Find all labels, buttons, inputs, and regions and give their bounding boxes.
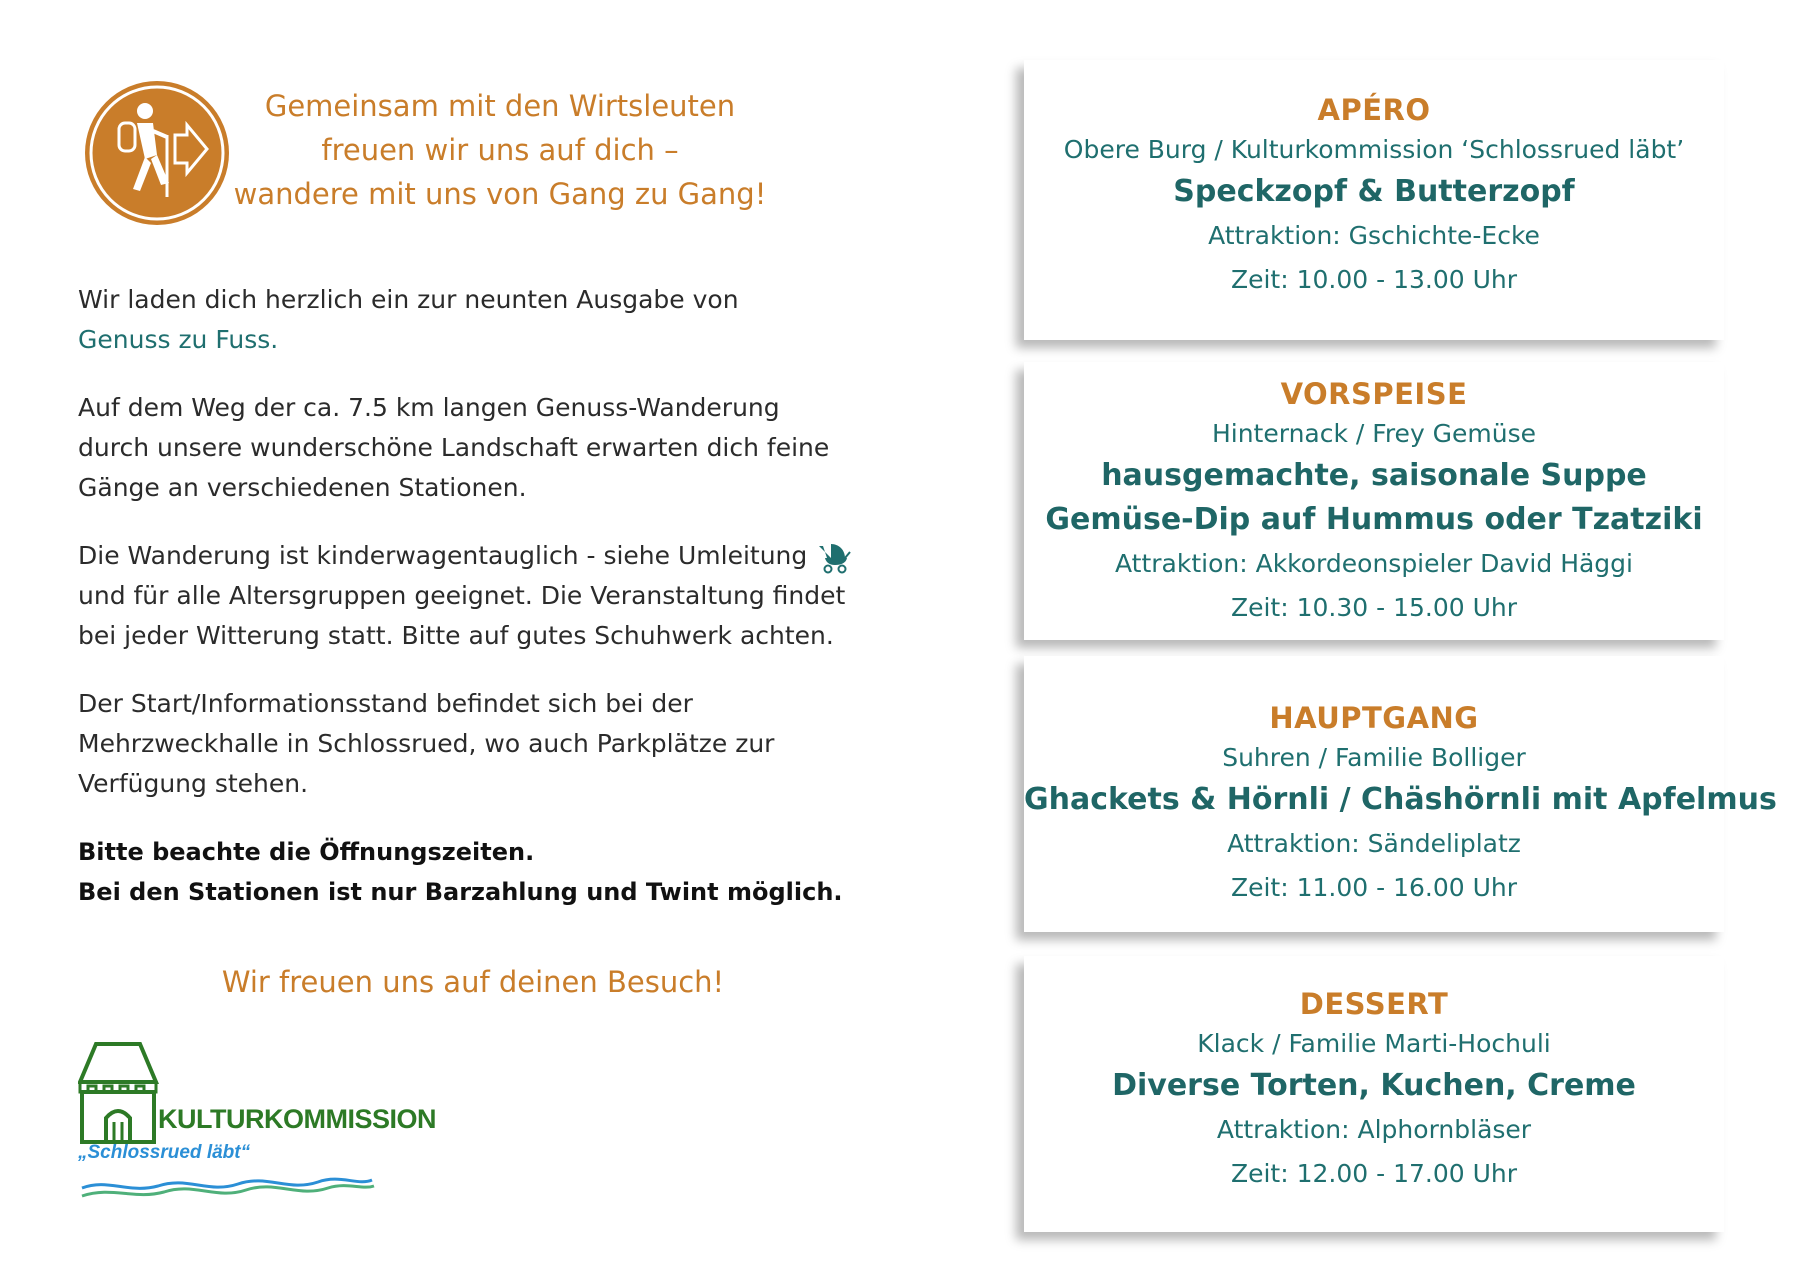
opening-time: Zeit: 11.00 - 16.00 Uhr xyxy=(1230,873,1518,902)
closing-line: Wir freuen uns auf deinen Besuch! xyxy=(221,965,725,999)
notice-line: Bei den Stationen ist nur Barzahlung und Twint möglich. xyxy=(78,878,843,906)
dish-line: Gemüse-Dip auf Hummus oder Tzatziki xyxy=(1045,502,1703,537)
intro-line: freuen wir uns auf dich – xyxy=(321,133,679,167)
station-location: Klack / Familie Marti-Hochuli xyxy=(1197,1029,1551,1058)
station-card-apero xyxy=(1024,60,1724,340)
opening-time: Zeit: 10.30 - 15.00 Uhr xyxy=(1230,593,1518,622)
station-card-hauptgang xyxy=(1024,656,1777,932)
text-line: Der Start/Informationsstand befindet sich bei der xyxy=(78,689,693,718)
intro-line: wandere mit uns von Gang zu Gang! xyxy=(233,177,767,211)
logo-title: KULTURKOMMISSION xyxy=(158,1104,436,1134)
dish-line: Ghackets & Hörnli / Chäshörnli mit Apfelmus xyxy=(1024,782,1777,817)
course-title: VORSPEISE xyxy=(1280,377,1468,411)
course-title: APÉRO xyxy=(1317,93,1431,127)
text-line: Auf dem Weg der ca. 7.5 km langen Genuss-Wanderung xyxy=(78,393,780,422)
attraction-line: Attraktion: Gschichte-Ecke xyxy=(1208,221,1540,250)
paragraph-start xyxy=(78,684,868,804)
attraction-line: Attraktion: Akkordeonspieler David Häggi xyxy=(1115,549,1633,578)
intro-line: Gemeinsam mit den Wirtsleuten xyxy=(264,89,736,123)
station-card-dessert xyxy=(1024,956,1724,1232)
text-line: Gänge an verschiedenen Stationen. xyxy=(78,473,527,502)
paragraph-intro xyxy=(78,280,868,360)
station-location: Obere Burg / Kulturkommission ‘Schlossrued läbt’ xyxy=(1063,135,1685,164)
course-title: DESSERT xyxy=(1299,987,1449,1021)
dish-line: Diverse Torten, Kuchen, Creme xyxy=(1112,1068,1636,1103)
notice-line: Bitte beachte die Öffnungszeiten. xyxy=(78,838,535,866)
text-line: Mehrzweckhalle in Schlossrued, wo auch Parkplätze zur xyxy=(78,729,775,758)
course-title: HAUPTGANG xyxy=(1269,701,1479,735)
kulturkommission-logo xyxy=(78,1040,436,1202)
event-name: Genuss zu Fuss. xyxy=(78,325,279,354)
text-line: bei jeder Witterung statt. Bitte auf gutes Schuhwerk achten. xyxy=(78,621,834,650)
logo-subtitle: „Schlossrued läbt“ xyxy=(78,1142,251,1163)
station-card-vorspeise xyxy=(1024,362,1724,640)
text-line: durch unsere wunderschöne Landschaft erwarten dich feine xyxy=(78,433,830,462)
text-line: und für alle Altersgruppen geeignet. Die Veranstaltung findet xyxy=(78,581,846,610)
stroller-icon xyxy=(815,540,851,574)
text-line: Verfügung stehen. xyxy=(78,769,309,798)
opening-time: Zeit: 12.00 - 17.00 Uhr xyxy=(1230,1159,1518,1188)
opening-time: Zeit: 10.00 - 13.00 Uhr xyxy=(1230,265,1518,294)
paragraph-route xyxy=(78,388,868,508)
station-location: Hinternack / Frey Gemüse xyxy=(1211,419,1537,448)
attraction-line: Attraktion: Sändeliplatz xyxy=(1227,829,1521,858)
dish-line: Speckzopf & Butterzopf xyxy=(1173,174,1575,209)
dish-line: hausgemachte, saisonale Suppe xyxy=(1101,458,1647,493)
hiker-icon xyxy=(83,79,231,227)
paragraph-accessibility xyxy=(78,536,868,656)
attraction-line: Attraktion: Alphornbläser xyxy=(1216,1115,1532,1144)
station-location: Suhren / Familie Bolliger xyxy=(1222,743,1526,772)
paragraph-notice xyxy=(78,832,868,912)
text-line: Die Wanderung ist kinderwagentauglich - siehe Umleitung xyxy=(78,541,808,570)
text-line: Wir laden dich herzlich ein zur neunten Ausgabe von xyxy=(78,285,739,314)
intro-heading xyxy=(230,84,770,216)
invitation-text xyxy=(78,280,868,940)
